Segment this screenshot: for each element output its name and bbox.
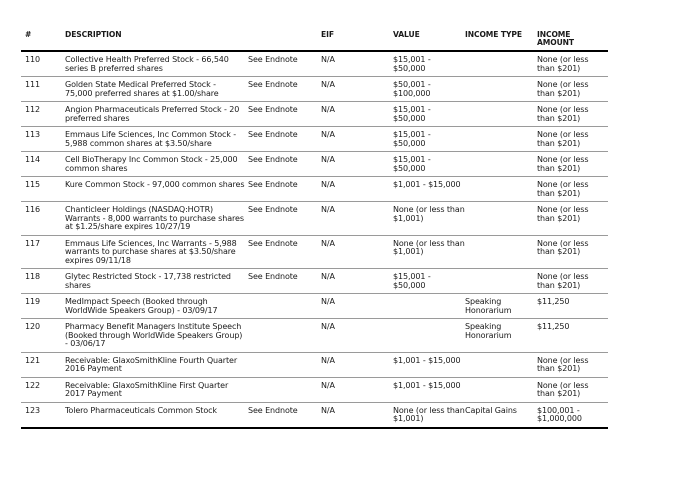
table-row — [21, 77, 608, 102]
cell-eif: N/A — [321, 377, 393, 402]
header-number: # — [21, 28, 65, 51]
cell-description: Tolero Pharmaceuticals Common Stock — [65, 402, 248, 428]
table-row — [21, 202, 608, 236]
cell-endnote — [248, 319, 321, 353]
cell-number: 118 — [21, 269, 65, 294]
cell-eif: N/A — [321, 319, 393, 353]
cell-number: 113 — [21, 127, 65, 152]
cell-endnote: See Endnote — [248, 202, 321, 236]
cell-description: Chanticleer Holdings (NASDAQ:HOTR) Warrants - 8,000 warrants to purchase shares at $1.25/share expires 10/27/19 — [65, 202, 248, 236]
cell-description: Receivable: GlaxoSmithKline First Quarter 2017 Payment — [65, 377, 248, 402]
cell-income-type — [465, 127, 537, 152]
header-description: DESCRIPTION — [65, 28, 248, 51]
cell-description: Collective Health Preferred Stock - 66,540 series B preferred shares — [65, 51, 248, 77]
cell-number: 116 — [21, 202, 65, 236]
cell-value: $1,001 - $15,000 — [393, 377, 465, 402]
cell-value: $15,001 - $50,000 — [393, 269, 465, 294]
cell-number: 120 — [21, 319, 65, 353]
cell-number: 123 — [21, 402, 65, 428]
cell-income-type: Speaking Honorarium — [465, 319, 537, 353]
cell-value: $15,001 - $50,000 — [393, 102, 465, 127]
cell-income-type: Capital Gains — [465, 402, 537, 428]
table-row — [21, 177, 608, 202]
table-row — [21, 235, 608, 269]
cell-eif: N/A — [321, 294, 393, 319]
cell-endnote: See Endnote — [248, 177, 321, 202]
cell-description: MedImpact Speech (Booked through WorldWide Speakers Group) - 03/09/17 — [65, 294, 248, 319]
cell-income-amount: None (or less than $201) — [537, 377, 608, 402]
cell-income-amount: $100,001 - $1,000,000 — [537, 402, 608, 428]
cell-value: $15,001 - $50,000 — [393, 152, 465, 177]
cell-income-type — [465, 152, 537, 177]
table-row — [21, 102, 608, 127]
cell-description: Glytec Restricted Stock - 17,738 restricted shares — [65, 269, 248, 294]
cell-eif: N/A — [321, 402, 393, 428]
cell-endnote: See Endnote — [248, 269, 321, 294]
cell-income-amount: $11,250 — [537, 294, 608, 319]
cell-endnote: See Endnote — [248, 127, 321, 152]
cell-number: 122 — [21, 377, 65, 402]
table-row — [21, 352, 608, 377]
table-row — [21, 402, 608, 428]
cell-income-type — [465, 77, 537, 102]
cell-income-type — [465, 269, 537, 294]
header-value: VALUE — [393, 28, 465, 51]
cell-description: Kure Common Stock - 97,000 common shares — [65, 177, 248, 202]
cell-income-type — [465, 377, 537, 402]
cell-endnote: See Endnote — [248, 152, 321, 177]
cell-income-type — [465, 235, 537, 269]
cell-value: None (or less than $1,001) — [393, 235, 465, 269]
cell-eif: N/A — [321, 235, 393, 269]
cell-value: None (or less than $1,001) — [393, 402, 465, 428]
cell-eif: N/A — [321, 152, 393, 177]
header-eif: EIF — [321, 28, 393, 51]
cell-number: 111 — [21, 77, 65, 102]
header-income-type: INCOME TYPE — [465, 28, 537, 51]
cell-number: 115 — [21, 177, 65, 202]
cell-value: $50,001 - $100,000 — [393, 77, 465, 102]
cell-income-amount: None (or less than $201) — [537, 177, 608, 202]
cell-number: 121 — [21, 352, 65, 377]
table-row — [21, 269, 608, 294]
cell-eif: N/A — [321, 102, 393, 127]
cell-income-type — [465, 51, 537, 77]
cell-income-type — [465, 177, 537, 202]
cell-income-amount: $11,250 — [537, 319, 608, 353]
cell-description: Emmaus Life Sciences, Inc Common Stock - 5,988 common shares at $3.50/share — [65, 127, 248, 152]
cell-eif: N/A — [321, 51, 393, 77]
table-row — [21, 377, 608, 402]
cell-eif: N/A — [321, 269, 393, 294]
disclosure-table — [21, 28, 608, 429]
cell-endnote — [248, 377, 321, 402]
cell-description: Angion Pharmaceuticals Preferred Stock - 20 preferred shares — [65, 102, 248, 127]
cell-endnote: See Endnote — [248, 402, 321, 428]
cell-description: Pharmacy Benefit Managers Institute Speech (Booked through WorldWide Speakers Group) - 03/06/17 — [65, 319, 248, 353]
cell-endnote — [248, 352, 321, 377]
cell-value: $1,001 - $15,000 — [393, 352, 465, 377]
table-row — [21, 319, 608, 353]
cell-number: 112 — [21, 102, 65, 127]
cell-income-type — [465, 102, 537, 127]
cell-income-amount: None (or less than $201) — [537, 51, 608, 77]
cell-income-type: Speaking Honorarium — [465, 294, 537, 319]
cell-number: 110 — [21, 51, 65, 77]
cell-income-type — [465, 202, 537, 236]
cell-income-amount: None (or less than $201) — [537, 152, 608, 177]
cell-description: Cell BioTherapy Inc Common Stock - 25,000 common shares — [65, 152, 248, 177]
cell-value: $15,001 - $50,000 — [393, 127, 465, 152]
cell-value: $15,001 - $50,000 — [393, 51, 465, 77]
table-row — [21, 51, 608, 77]
cell-description: Golden State Medical Preferred Stock - 75,000 preferred shares at $1.00/share — [65, 77, 248, 102]
cell-value: None (or less than $1,001) — [393, 202, 465, 236]
header-row — [21, 28, 608, 51]
header-endnote — [248, 28, 321, 51]
cell-eif: N/A — [321, 77, 393, 102]
cell-income-amount: None (or less than $201) — [537, 102, 608, 127]
cell-endnote: See Endnote — [248, 102, 321, 127]
cell-endnote: See Endnote — [248, 235, 321, 269]
cell-income-amount: None (or less than $201) — [537, 202, 608, 236]
cell-income-amount: None (or less than $201) — [537, 127, 608, 152]
cell-value — [393, 319, 465, 353]
cell-eif: N/A — [321, 127, 393, 152]
cell-value: $1,001 - $15,000 — [393, 177, 465, 202]
cell-value — [393, 294, 465, 319]
cell-endnote — [248, 294, 321, 319]
cell-eif: N/A — [321, 352, 393, 377]
header-income-amount: INCOME AMOUNT — [537, 28, 608, 51]
cell-income-amount: None (or less than $201) — [537, 352, 608, 377]
cell-eif: N/A — [321, 177, 393, 202]
cell-income-amount: None (or less than $201) — [537, 77, 608, 102]
table-body — [21, 51, 608, 428]
cell-endnote: See Endnote — [248, 77, 321, 102]
cell-description: Receivable: GlaxoSmithKline Fourth Quarter 2016 Payment — [65, 352, 248, 377]
table-row — [21, 152, 608, 177]
table-row — [21, 294, 608, 319]
cell-income-amount: None (or less than $201) — [537, 235, 608, 269]
cell-number: 114 — [21, 152, 65, 177]
cell-description: Emmaus Life Sciences, Inc Warrants - 5,988 warrants to purchase shares at $3.50/share expires 09/11/18 — [65, 235, 248, 269]
cell-eif: N/A — [321, 202, 393, 236]
cell-number: 117 — [21, 235, 65, 269]
table-row — [21, 127, 608, 152]
cell-income-type — [465, 352, 537, 377]
cell-income-amount: None (or less than $201) — [537, 269, 608, 294]
cell-endnote: See Endnote — [248, 51, 321, 77]
cell-number: 119 — [21, 294, 65, 319]
